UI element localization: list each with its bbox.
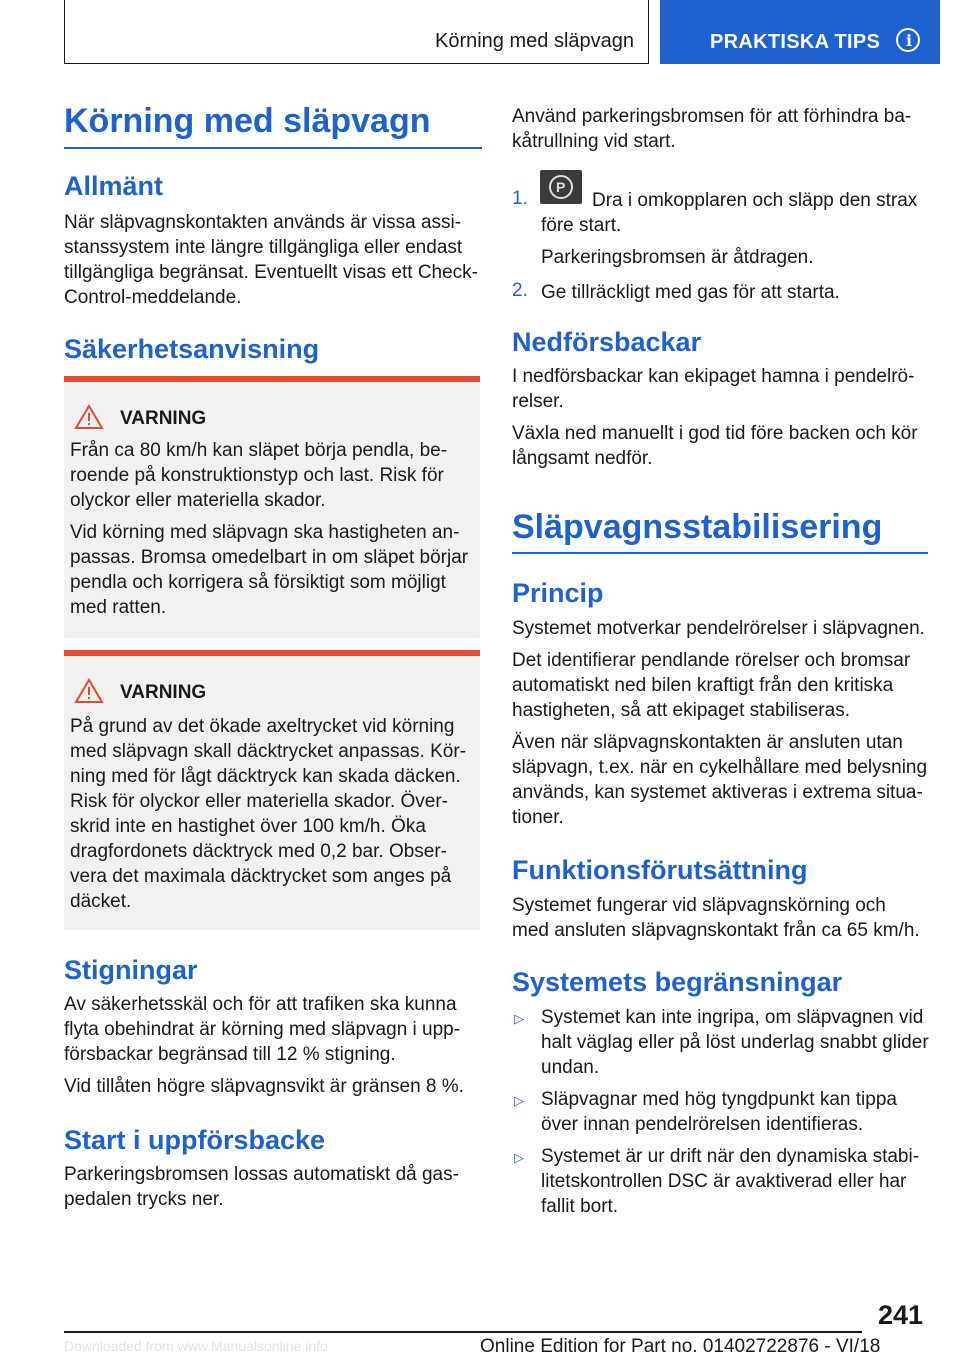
paragraph-stigningar: Av säkerhetsskäl och för att trafiken ska kunna flyta obehindrat är körning med släpvagn i upp- försbackar begränsad till 12 % stigning. — [64, 994, 461, 1065]
step-text: före start. — [541, 215, 622, 236]
warning-text: Vid körning med släpvagn ska hastigheten an- passas. Bromsa omedelbart in om släpet börjar pendla och korrigera så försiktigt som möjligt med ratten. — [70, 522, 469, 618]
paragraph-stigningar-2: Vid tillåten högre släpvagnsvikt är gränsen 8 %. — [64, 1076, 464, 1097]
paragraph-allmant: När släpvagnskontakten används är vissa assi- stanssystem inte längre tillgängliga eller endast tillgängliga begränsat. Eventuellt visas ett Check- Control-meddelande. — [64, 212, 479, 308]
list-item: Systemet är ur drift när den dynamiska stabi- litetskontrollen DSC är avaktiverad eller har fallit bort. — [541, 1146, 920, 1217]
paragraph-funktion: Systemet fungerar vid släpvagnskörning och med ansluten släpvagnskontakt från ca 65 km/h. — [512, 895, 920, 941]
triangle-bullet-icon: ▷ — [514, 1093, 524, 1108]
title-rule — [512, 552, 928, 554]
warning-triangle-icon — [74, 404, 104, 430]
paragraph-princip-3: Även när släpvagnskontakten är ansluten utan släpvagn, t.ex. när en cykelhållare med belysning används, kan systemet aktiveras i extrema situa- tioner. — [512, 732, 928, 828]
step-text: Dra i omkopplaren och släpp den strax — [592, 190, 918, 211]
heading-allmant: Allmänt — [64, 171, 164, 201]
heading-nedfors: Nedförsbackar — [512, 327, 702, 357]
parking-brake-icon: P — [540, 170, 582, 204]
warning-box-1 — [64, 376, 480, 638]
paragraph-nedfors-2: Växla ned manuellt i god tid före backen och kör långsamt nedför. — [512, 423, 918, 469]
triangle-bullet-icon: ▷ — [514, 1011, 524, 1026]
step-result: Parkeringsbromsen är åtdragen. — [541, 247, 814, 268]
heading-funktion: Funktionsförutsättning — [512, 855, 808, 885]
chapter-tab-label: PRAKTISKA TIPS — [710, 31, 881, 53]
step-number: 2. — [512, 280, 528, 301]
chapter-tab[interactable] — [660, 0, 940, 64]
heading-start: Start i uppförsbacke — [64, 1125, 326, 1155]
list-item: Systemet kan inte ingripa, om släpvagnen vid halt väglag eller på löst underlag snabbt glider undan. — [541, 1007, 929, 1078]
section-title: Släpvagnsstabilisering — [512, 508, 883, 546]
heading-begransningar: Systemets begränsningar — [512, 967, 843, 997]
triangle-bullet-icon: ▷ — [514, 1150, 524, 1165]
step-text: Ge tillräckligt med gas för att starta. — [541, 282, 840, 303]
warning-text: På grund av det ökade axeltrycket vid körning med släpvagn skall däcktrycket anpassas. Kör- ning med för lågt däcktryck kan skada däcken. Risk för olyckor eller materiella skador. Över- skrid inte en hastighet över 100 km/h. Öka dragfordonets däcktryck med 0,2 bar. Obser- vera det maximala däcktrycket som anges på däcket. — [70, 716, 467, 912]
warning-text: Från ca 80 km/h kan släpet börja pendla, be- roende på konstruktionstyp och last. Risk för olyckor eller materiella skador. — [70, 440, 448, 511]
section-tab — [64, 0, 649, 64]
paragraph-princip: Systemet motverkar pendelrörelser i släpvagnen. — [512, 618, 925, 639]
page-title: Körning med släpvagn — [64, 102, 431, 140]
section-tab-label: Körning med släpvagn — [434, 30, 634, 52]
warning-label: VARNING — [120, 682, 207, 703]
heading-stigningar: Stigningar — [64, 955, 198, 985]
step-number: 1. — [512, 188, 528, 209]
heading-sakerhet: Säkerhetsanvisning — [64, 334, 320, 364]
edition-text: Online Edition for Part no. 01402722876 - VI/18 — [480, 1336, 881, 1357]
heading-princip: Princip — [512, 578, 604, 608]
watermark: Downloaded from www.Manualsonline.info — [64, 1338, 328, 1354]
footer-edition — [480, 1336, 880, 1358]
footer-rule — [64, 1331, 862, 1333]
list-item: Släpvagnar med hög tyngdpunkt kan tippa över innan pendelrörelsen identifieras. — [541, 1089, 897, 1135]
info-circle-icon[interactable]: i — [896, 28, 920, 52]
title-rule — [64, 147, 482, 149]
warning-box-2 — [64, 650, 480, 930]
warning-triangle-icon — [74, 678, 104, 704]
page-number: 241 — [878, 1300, 924, 1330]
paragraph-princip-2: Det identifierar pendlande rörelser och bromsar automatiskt ned bilen kraftigt från den kritiska hastigheten, så att ekipaget stabiliseras. — [512, 650, 911, 721]
warning-label: VARNING — [120, 408, 207, 429]
paragraph-intro: Använd parkeringsbromsen för att förhindra ba- kåtrullning vid start. — [512, 106, 912, 152]
paragraph-start: Parkeringsbromsen lossas automatiskt då gas- pedalen trycks ner. — [64, 1164, 459, 1210]
paragraph-nedfors: I nedförsbackar kan ekipaget hamna i pendelrö- relser. — [512, 366, 915, 412]
